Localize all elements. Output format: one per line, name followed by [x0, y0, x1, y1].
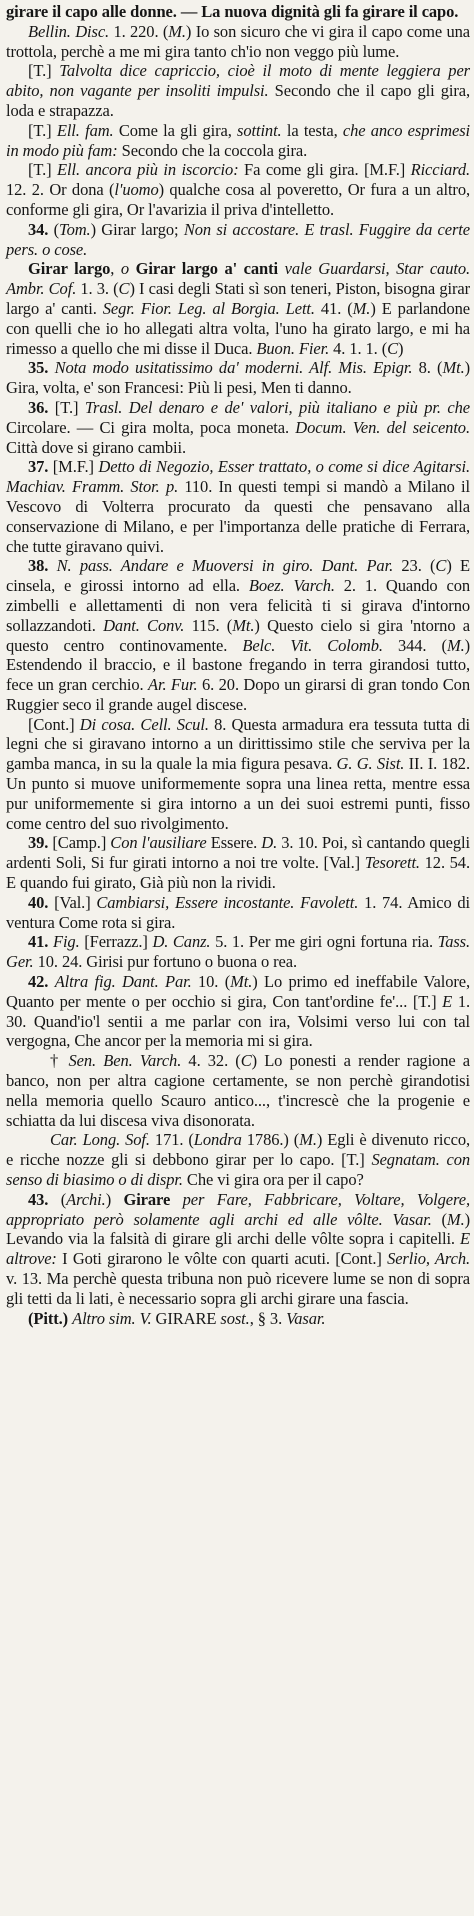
bold-text: 43. — [28, 1189, 49, 1209]
italic-text: Buon. Fier. — [256, 338, 330, 358]
italic-text: M. — [446, 635, 465, 655]
italic-text: G. G. Sist. — [336, 754, 405, 774]
body-text: ) — [105, 1189, 124, 1209]
body-text: ) Girar largo; — [90, 219, 184, 239]
italic-text: Tass. Ger. — [6, 932, 471, 972]
body-text: 1. 3. ( — [76, 279, 119, 299]
dictionary-paragraph — [6, 121, 470, 161]
bold-text: 37. — [28, 457, 49, 477]
bold-text: 35. — [28, 358, 49, 378]
bold-text: Girar largo a' canti — [135, 259, 279, 279]
body-text: I Goti girarono le vôlte con quarti acuti. [Cont.] — [56, 1249, 388, 1269]
italic-text: l'uomo — [114, 180, 159, 200]
italic-text: Con l'ausiliare — [110, 833, 207, 853]
italic-text: Tom. — [59, 219, 91, 239]
body-text: ) — [398, 338, 404, 358]
dictionary-paragraph — [6, 457, 470, 556]
italic-text: Talvolta dice capriccio, cioè il moto di mente leggiera per abito, non vagante per insoliti impulsi. — [6, 61, 471, 101]
italic-text: Ricciard. — [410, 160, 471, 180]
body-text: 1. 74. Amico di ventura Come rota si gira. — [6, 892, 471, 932]
body-text: Essere. — [206, 833, 262, 853]
bold-text: Girar largo — [28, 259, 111, 279]
body-text: [M.F.] — [48, 457, 99, 477]
body-text: ) Egli è divenuto ricco, e ricche nozze gli si debbono girar per lo capo. [T.] — [6, 1130, 470, 1170]
body-text: 10. 24. Girisi pur fortuno o buona o rea. — [33, 952, 297, 972]
italic-text: sottint. — [237, 120, 282, 140]
dictionary-paragraph — [6, 358, 470, 398]
italic-text: Bellin. Disc. — [28, 21, 110, 41]
body-text: [Ferrazz.] — [79, 932, 153, 952]
body-text — [48, 556, 56, 575]
body-text: 4. 1. 1. ( — [329, 338, 388, 358]
body-text: 12. 54. E quando fui girato, Già più non la rividi. — [6, 853, 470, 893]
italic-text: Vasar. — [286, 1308, 326, 1328]
italic-text: Tesorett. — [364, 853, 420, 873]
italic-text: Sen. Ben. Varch. — [68, 1051, 182, 1071]
italic-text: Trasl. Del denaro e de' valori, più italiano e più pr. che — [84, 397, 470, 417]
italic-text: M. — [299, 1130, 317, 1150]
body-text: 115. ( — [184, 615, 233, 635]
dictionary-paragraph — [6, 833, 470, 892]
body-text: 344. ( — [382, 635, 447, 655]
body-text: ) Levando via la falsità di girare gli archi delle vôlte sopra i capitelli. — [6, 1209, 470, 1249]
body-text: 12. 2. Or dona ( — [6, 180, 115, 200]
body-text: ) Lo ponesti a render ragione a banco, non per altra cagione certamente, se non perchè girandotisi nella memoria quello Scauro antico..., t'increscè che la progenie e schiatta da lui discesa viva disonorata. — [6, 1051, 470, 1130]
dictionary-paragraph — [6, 1190, 470, 1309]
dictionary-paragraph — [6, 22, 470, 62]
bold-text: 40. — [28, 892, 49, 912]
body-text: ) Gira, volta, e' son Francesi: Più li pesi, Men ti danno. — [6, 358, 470, 398]
italic-text: M. — [352, 298, 371, 318]
body-text: ) E cinsela, e girossi intorno ad ella. — [6, 556, 470, 596]
italic-text: o — [120, 259, 130, 279]
italic-text: per Fare, Fabbricare, Voltare, Volgere, appropriato però solamente agli archi ed alle vôlte. Vasar. — [6, 1189, 470, 1229]
italic-text: Detto di Negozio, Esser trattato, o come si dice Agitarsi. Machiav. Framm. Stor. — [6, 457, 470, 497]
italic-text: Mt. — [230, 972, 253, 992]
italic-text: E — [442, 991, 453, 1011]
dictionary-paragraph — [6, 715, 470, 834]
body-text: [Cont.] — [28, 714, 80, 734]
italic-text: Altra fig. Dant. Par. — [54, 972, 192, 992]
dictionary-paragraph — [6, 932, 470, 972]
italic-text: C — [240, 1051, 252, 1071]
italic-text: p. — [165, 477, 179, 497]
italic-text: Ar. Fur. — [147, 675, 198, 695]
body-text: ) Lo primo ed ineffabile Valore, Quanto per mente o per occhio si gira, Con tant'ordine fe'... [T.] — [6, 972, 470, 1011]
italic-text: Segr. Fior. Leg. al Borgia. Lett. — [102, 298, 315, 318]
body-text: Fa come gli gira. [M.F.] — [238, 160, 411, 180]
dictionary-paragraph — [6, 1130, 470, 1189]
italic-text: D. Canz. — [152, 932, 211, 952]
italic-text: Fig. — [52, 932, 80, 952]
body-text: la testa, — [281, 120, 343, 140]
dictionary-paragraph — [6, 1051, 470, 1130]
bold-text: 36. — [28, 397, 49, 417]
italic-text: Serlio, Arch. — [387, 1249, 470, 1269]
body-text: [T.] — [28, 61, 60, 81]
italic-text: Londra — [193, 1130, 242, 1150]
body-text: 23. ( — [393, 556, 436, 576]
dictionary-paragraph — [6, 398, 470, 457]
text-column — [6, 2, 470, 1328]
dictionary-paragraph — [6, 220, 470, 260]
body-text: v. 13. Ma perchè questa tribuna non può ricevere lume se non di sopra gli tetti da li lati, è necessario sopra gli archi girare una fascia. — [6, 1269, 470, 1308]
italic-text: Non si accostare. E trasl. Fuggire da certe pers. o cose. — [6, 219, 471, 259]
body-text: , — [110, 259, 121, 279]
italic-text: Mt. — [442, 358, 465, 378]
body-text — [170, 1190, 182, 1209]
body-text — [129, 259, 136, 278]
body-text: 2. 1. Quando con zimbelli e allettamenti di non vera felicità ti si girava d'intorno sollazzandoti. — [6, 576, 470, 635]
dictionary-paragraph — [6, 2, 470, 22]
body-text: [Camp.] — [48, 833, 111, 853]
body-text: ( — [431, 1209, 447, 1229]
body-text: ) Questo cielo si gira 'ntorno a questo centro continovamente. — [6, 615, 471, 655]
body-text: ) Estendendo il braccio, e il bastone fregando in terra girandosi tutto, fece un gran cerchio. — [6, 635, 471, 695]
italic-text: C — [118, 279, 130, 299]
body-text: , § 3. — [249, 1308, 287, 1328]
body-text: ( — [48, 219, 60, 239]
body-text: [T.] — [48, 397, 85, 417]
italic-text: N. pass. Andare e Muoversi in giro. Dant. Par. — [56, 556, 394, 576]
body-text: 1786.) ( — [241, 1130, 300, 1150]
body-text: 10. ( — [191, 972, 231, 992]
italic-text: Nota modo usitatissimo da' moderni. Alf. Mis. Epigr. — [54, 358, 413, 378]
body-text: Circolare. — Ci gira molta, poca moneta. — [6, 417, 296, 437]
body-text: Che vi gira ora per il capo? — [182, 1170, 364, 1190]
italic-text: Di cosa. Cell. Scul. — [79, 714, 209, 734]
body-text: Secondo che la coccola gira. — [117, 140, 308, 160]
body-text: ( — [48, 1189, 67, 1209]
dictionary-paragraph — [6, 160, 470, 219]
italic-text: Boez. Varch. — [248, 576, 335, 596]
dictionary-paragraph — [6, 61, 470, 120]
body-text: ) E parlandone con quelli che io ho allegati altra volta, l'uno ha girato largo, e mi ha rimesso a quello che mi disse il Duca. — [6, 298, 470, 358]
body-text: 8. ( — [412, 358, 443, 378]
dictionary-paragraph — [6, 893, 470, 933]
body-text: IRARE — [167, 1308, 217, 1328]
body-text: Come la gli gira, — [113, 120, 237, 140]
dictionary-paragraph — [6, 259, 470, 358]
body-text: 171. ( — [149, 1130, 194, 1150]
italic-text: vale Guardarsi, Star cauto. Ambr. Cof. — [6, 259, 470, 299]
italic-text: che anco esprimesi in modo più fam: — [6, 120, 471, 160]
bold-text: 34. — [28, 219, 49, 239]
body-text: 4. 32. ( — [181, 1051, 241, 1071]
body-text: [T.] — [28, 120, 57, 140]
bold-text: 42. — [28, 972, 49, 992]
body-text: 1. 220. ( — [109, 21, 169, 41]
italic-text: Segnatam. con senso di biasimo o di dispr. — [6, 1150, 470, 1190]
bold-text: Girare — [123, 1189, 171, 1209]
body-text: II. I. 182. Un punto si muove uniformemente sopra una linea retta, mentre essa pur uniformemente si gira intorno a un dei suoi estremi punti, fisso come centro del suo rivolgimento. — [6, 754, 470, 833]
body-text: ) I casi degli Stati sì son teneri, Piston, bisogna girar largo a' canti. — [6, 279, 470, 318]
bold-text: (Pitt.) — [28, 1308, 73, 1328]
body-text: 1. 30. Quand'io'l sentii a me parlar con ira, Volsimi verso lui con tal vergogna, Che ancor per la memoria mi si gira. — [6, 991, 470, 1051]
dictionary-paragraph — [6, 1309, 470, 1329]
italic-text: Altro sim. V. — [72, 1308, 152, 1328]
italic-text: C — [435, 556, 447, 576]
italic-text: Ell. ancora più in iscorcio: — [57, 160, 239, 180]
dictionary-paragraph — [6, 972, 470, 1051]
italic-text: M. — [168, 21, 186, 41]
body-text: [Val.] — [48, 892, 97, 912]
body-text: 3. 10. Poi, sì cantando quegli ardenti Soli, Si fur girati intorno a noi tre volte. [Val.] — [6, 833, 470, 873]
bold-text: 38. — [28, 556, 49, 576]
body-text: 41. ( — [314, 298, 353, 318]
dictionary-paragraph — [6, 556, 470, 714]
bold-text: girare il capo alle donne. — — [6, 2, 202, 21]
italic-text: C — [387, 338, 399, 358]
body-text: † — [50, 1051, 69, 1071]
body-text: ) qualche cosa al poveretto, Or fura a un altro, conforme gli gira, Or l'avarizia il priva d'intelletto. — [6, 180, 470, 219]
body-text: 8. Questa armadura era tessuta tutta di legni che si giravano intorno a un dirittissimo stile che serviva per la gamba manca, in su la quale la mia figura pesava. — [6, 714, 470, 774]
italic-text: Dant. Conv. — [103, 615, 185, 635]
italic-text: Mt. — [232, 615, 255, 635]
body-text: ) Io son sicuro che vi gira il capo come una trottola, perchè a me mi gira tanto ch'io non veggo più lume. — [6, 21, 470, 61]
body-text: 5. 1. Per me giri ogni fortuna ria. — [210, 932, 438, 952]
body-text: Secondo che il capo gli gira, loda e strapazza. — [6, 81, 471, 120]
italic-text: Docum. Ven. del seicento. — [295, 417, 470, 437]
body-text: G — [151, 1308, 168, 1328]
body-text: Città dove si girano cambii. — [6, 437, 187, 457]
italic-text: E altrove: — [6, 1229, 470, 1269]
italic-text: Archi. — [66, 1189, 106, 1209]
italic-text: Car. Long. Sof. — [50, 1130, 150, 1150]
italic-text: Ell. fam. — [56, 120, 114, 140]
italic-text: Belc. Vit. Colomb. — [242, 635, 383, 655]
bold-text: 39. — [28, 833, 49, 853]
italic-text: Cambiarsi, Essere incostante. Favolett. — [96, 892, 359, 912]
body-text: 110. In questi tempi si mandò a Milano il Vescovo di Volterra procurato da questi che pensavano alla conservazione di Milano, e per l'importanza delle pratiche di Ferrara, che tutte giravano quivi. — [6, 477, 470, 556]
italic-text: D. — [261, 833, 278, 853]
bold-text: La nuova dignità gli fa girare il capo. — [201, 2, 459, 21]
body-text — [278, 259, 285, 278]
body-text: 6. 20. Dopo un girarsi di gran tondo Con Ruggier seco il grande augel discese. — [6, 675, 470, 714]
bold-text: 41. — [28, 932, 49, 952]
body-text: [T.] — [28, 160, 58, 180]
italic-text: M. — [446, 1209, 465, 1229]
italic-text: sost. — [220, 1308, 250, 1328]
